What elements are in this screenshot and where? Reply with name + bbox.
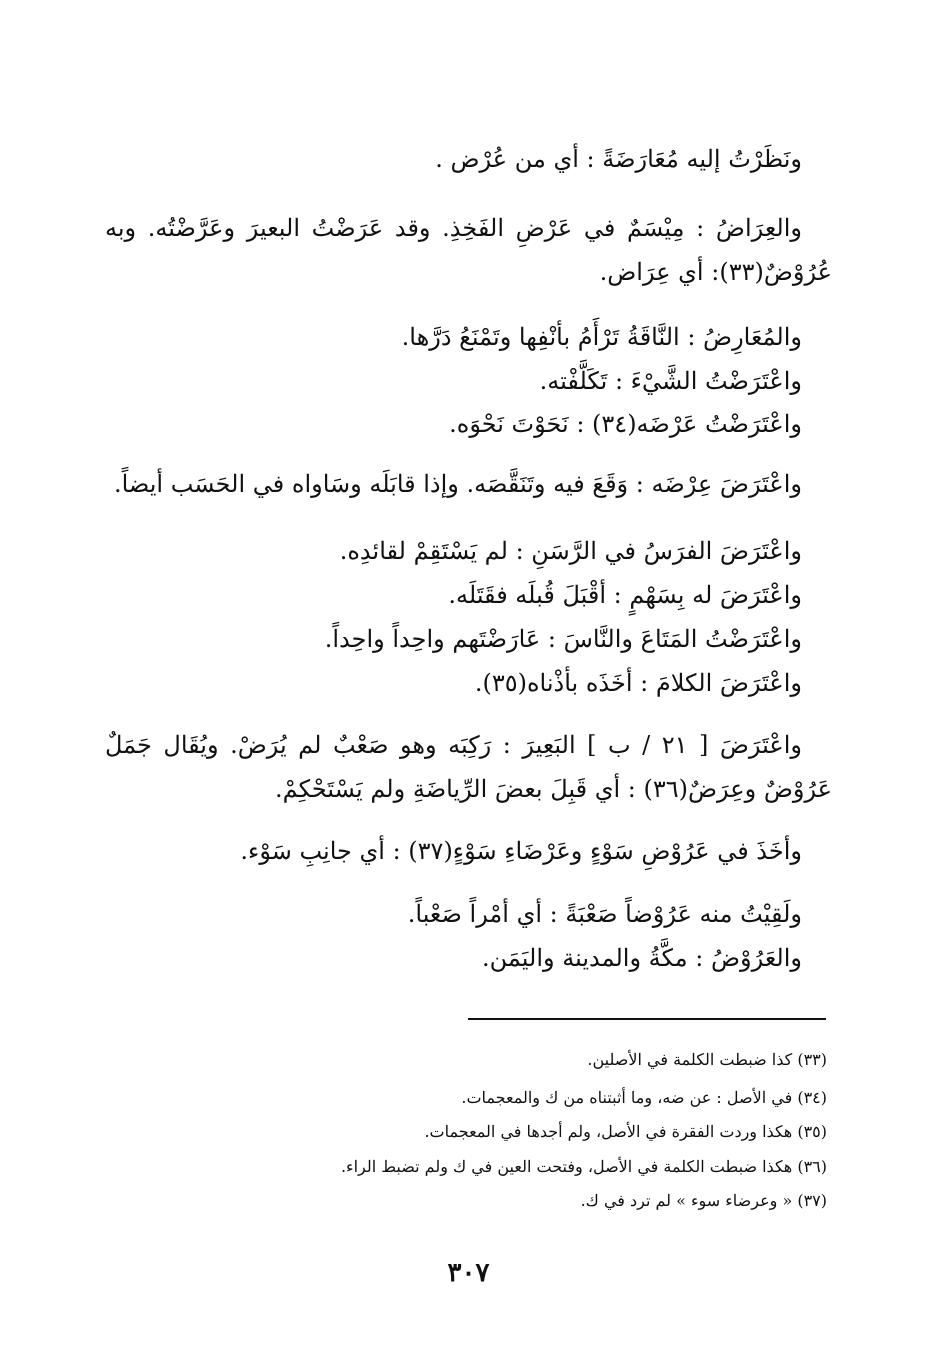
text-line: واعْتَرَضَ الكلامَ : أخَذَه بأذْناه(٣٥). bbox=[474, 669, 802, 697]
page-number: ٣٠٧ bbox=[447, 1258, 490, 1288]
footnote: (٣٦) هكذا ضبطت الكلمة في الأصل، وفتحت العين في ك ولم تضبط الراء. bbox=[340, 1157, 827, 1176]
footnote: (٣٧) « وعرضاء سوء » لم ترد في ك. bbox=[580, 1191, 827, 1210]
footnote: (٣٤) في الأصل : عن ضه، وما أثبتناه من ك والمعجمات. bbox=[461, 1088, 827, 1107]
footnote: (٣٥) هكذا وردت الفقرة في الأصل، ولم أجدها في المعجمات. bbox=[424, 1122, 827, 1141]
text-line: والعَرُوْضُ : مكَّةُ والمدينة واليَمَن. bbox=[482, 944, 802, 972]
text-line: عُرُوْضٌ(٣٣): أي عِرَاض. bbox=[599, 258, 832, 286]
text-line: والعِرَاضُ : مِيْسَمٌ في عَرْضِ الفَخِذِ. وقد عَرَضْتُ البعيرَ وعَرَّضْتُه. وبه bbox=[105, 214, 802, 242]
footnote-separator bbox=[468, 1018, 826, 1020]
text-line: واعْتَرَضْتُ الشَّيْءَ : تَكَلَّفْته. bbox=[539, 367, 802, 395]
text-line: واعْتَرَضَ عِرْضَه : وَقَعَ فيه وتَنَقَّصَه. وإذا قابَلَه وسَاواه في الحَسَب أيضاً. bbox=[113, 470, 802, 498]
text-line: واعْتَرَضْتُ المَتَاعَ والنَّاسَ : عَارَضْتَهم واحِداً واحِداً. bbox=[324, 625, 802, 653]
text-line: عَرُوْضٌ وعِرَضٌ(٣٦) : أي قَبِلَ بعضَ الرِّياضَةِ ولم يَسْتَحْكِمْ. bbox=[275, 775, 832, 803]
text-line: واعْتَرَضَ له بِسَهْمٍ : أقْبَلَ قُبلَه فقَتَلَه. bbox=[448, 581, 802, 609]
text-line: ولَقِيْتُ منه عَرُوْضاً صَعْبَةً : أي أمْراً صَعْباً. bbox=[407, 900, 802, 928]
text-line: واعْتَرَضَ [ ٢١ / ب ] البَعِيرَ : رَكِبَه وهو صَعْبٌ لم يُرَضْ. ويُقَال جَمَلٌ bbox=[105, 731, 802, 759]
text-line: والمُعَارِضُ : النَّاقَةُ تَرْأَمُ بأنْفِها وتَمْنَعُ دَرَّها. bbox=[401, 323, 802, 351]
text-line: ونَظَرْتُ إليه مُعَارَضَةً : أي من عُرْض . bbox=[435, 145, 802, 173]
text-line: وأخَذَ في عَرُوْضِ سَوْءٍ وعَرْضَاءِ سَوْءٍ(٣٧) : أي جانِبِ سَوْء. bbox=[240, 837, 802, 865]
text-line: واعْتَرَضَ الفرَسُ في الرَّسَنِ : لم يَسْتَقِمْ لقائدِه. bbox=[339, 537, 802, 565]
text-line: واعْتَرَضْتُ عَرْضَه(٣٤) : نَحَوْتَ نَحْوَه. bbox=[449, 410, 802, 438]
footnote: (٣٣) كذا ضبطت الكلمة في الأصلين. bbox=[587, 1050, 827, 1069]
